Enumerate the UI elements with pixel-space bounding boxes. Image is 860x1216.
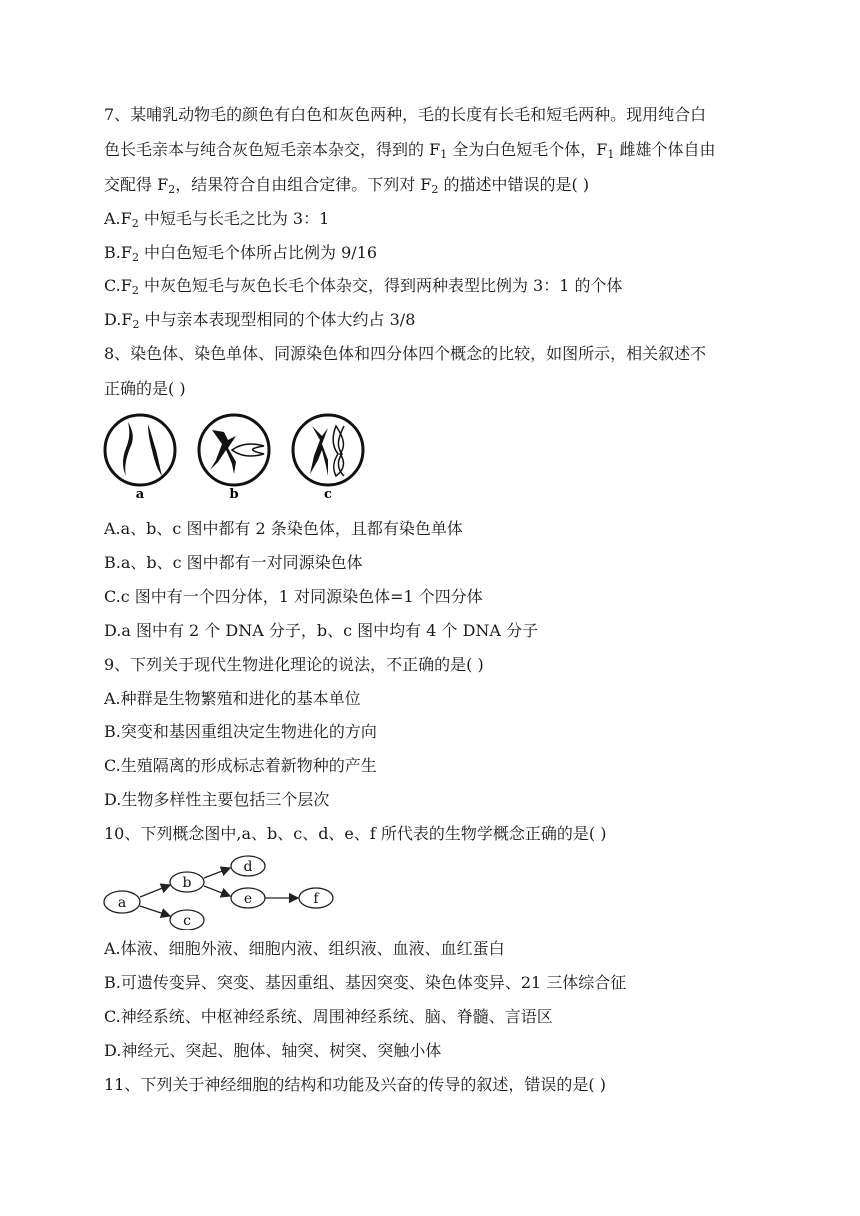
q9-stem: 9、下列关于现代生物进化理论的说法，不正确的是( ) — [104, 655, 484, 674]
concept-label-c: c — [183, 913, 191, 929]
q10-option-d: D.神经元、突起、胞体、轴突、树突、突触小体 — [104, 1041, 442, 1060]
q7-option-c: $C.F_2$ 中灰色短毛与灰色长毛个体杂交，得到两种表型比例为 3：1 的个体 — [104, 276, 623, 297]
q8-stem-line1: 8、染色体、染色单体、同源染色体和四分体四个概念的比较，如图所示，相关叙述不 — [104, 344, 707, 363]
q8-option-d: D.a 图中有 2 个 DNA 分子，b、c 图中均有 4 个 DNA 分子 — [104, 621, 539, 640]
cell-b-diagram — [199, 415, 269, 485]
q10-option-b: B.可遗传变异、突变、基因重组、基因突变、染色体变异、21 三体综合征 — [104, 973, 627, 992]
q10-stem: 10、下列概念图中,a、b、c、d、e、f 所代表的生物学概念正确的是( ) — [104, 824, 607, 843]
q11-stem: 11、下列关于神经细胞的结构和功能及兴奋的传导的叙述，错误的是( ) — [104, 1075, 606, 1094]
q7-option-b: $B.F_2$ 中白色短毛个体所占比例为 9/16 — [104, 243, 378, 264]
q9-option-d: D.生物多样性主要包括三个层次 — [104, 790, 330, 809]
q8-option-c: C.c 图中有一个四分体，1 对同源染色体=1 个四分体 — [104, 587, 483, 606]
q8-stem-line2: 正确的是( ) — [104, 379, 186, 398]
q10-option-a: A.体液、细胞外液、细胞内液、组织液、血液、血红蛋白 — [104, 939, 505, 958]
cell-a-diagram — [105, 415, 175, 485]
concept-label-d: d — [243, 859, 253, 875]
concept-label-b: b — [182, 875, 192, 891]
chromosome-figure — [100, 410, 380, 505]
q9-option-a: A.种群是生物繁殖和进化的基本单位 — [104, 689, 361, 708]
q7-stem-line1: 7、某哺乳动物毛的颜色有白色和灰色两种，毛的长度有长毛和短毛两种。现用纯合白 — [104, 105, 707, 124]
q10-option-c: C.神经系统、中枢神经系统、周围神经系统、脑、脊髓、言语区 — [104, 1007, 553, 1026]
q9-option-c: C.生殖隔离的形成标志着新物种的产生 — [104, 756, 377, 775]
fig-label-c: c — [324, 487, 332, 502]
cell-c-diagram — [293, 415, 363, 485]
q8-option-b: B.a、b、c 图中都有一对同源染色体 — [104, 553, 363, 572]
concept-label-a: a — [117, 895, 127, 911]
q8-option-a: A.a、b、c 图中都有 2 条染色体，且都有染色单体 — [104, 519, 463, 538]
concept-map-figure — [102, 854, 338, 930]
concept-label-e: e — [243, 891, 253, 907]
fig-label-a: a — [135, 487, 145, 502]
q7-stem-line3: 交配得 $F_2$，结果符合自由组合定律。下列对 $F_2$ 的描述中错误的是( ) — [104, 175, 590, 196]
concept-label-f: f — [313, 891, 319, 907]
fig-label-b: b — [229, 487, 239, 502]
q7-stem-line2: 色长毛亲本与纯合灰色短毛亲本杂交，得到的 $F_1$ 全为白色短毛个体，$F_1$ 雌雄个体自由 — [104, 140, 716, 161]
q7-option-d: $D.F_2$ 中与亲本表现型相同的个体大约占 3/8 — [104, 310, 416, 331]
q9-option-b: B.突变和基因重组决定生物进化的方向 — [104, 722, 377, 741]
q7-option-a: $A.F_2$ 中短毛与长毛之比为 3：1 — [104, 209, 330, 230]
